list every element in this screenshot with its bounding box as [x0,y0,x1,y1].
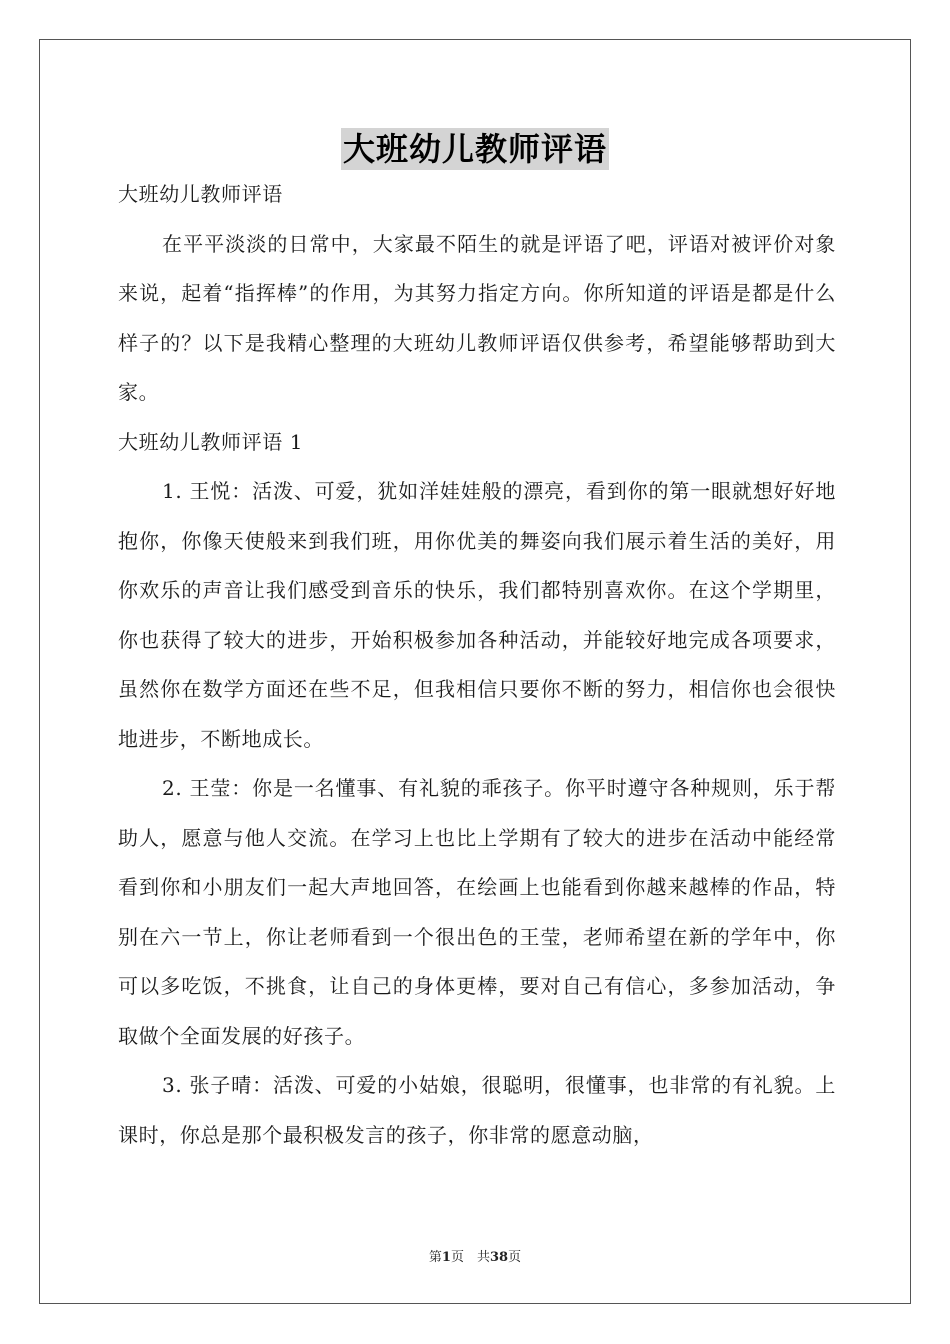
page-footer [0,1246,950,1265]
intro-paragraph: 在平平淡淡的日常中，大家最不陌生的就是评语了吧，评语对被评价对象来说，起着“指挥棒”的作用，为其努力指定方向。你所知道的评语是都是什么样子的？以下是我精心整理的大班幼儿教师评语仅供参考，希望能够帮助到大家。 [118,231,836,404]
page-mid: 页 共 [450,1250,490,1265]
page-suffix: 页 [508,1250,522,1265]
subtitle: 大班幼儿教师评语 [118,182,283,206]
page-prefix: 第 [428,1250,442,1265]
comment-item-1: 1. 王悦：活泼、可爱，犹如洋娃娃般的漂亮，看到你的第一眼就想好好地抱你，你像天使般来到我们班，用你优美的舞姿向我们展示着生活的美好，用你欢乐的声音让我们感受到音乐的快乐，我们都特别喜欢你。在这个学期里，你也获得了较大的进步，开始积极参加各种活动，并能较好地完成各项要求，虽然你在数学方面还在些不足，但我相信只要你不断的努力，相信你也会很快地进步，不断地成长。 [118,479,836,751]
comment-item-2: 2. 王莹：你是一名懂事、有礼貌的乖孩子。你平时遵守各种规则，乐于帮助人，愿意与他人交流。在学习上也比上学期有了较大的进步在活动中能经常看到你和小朋友们一起大声地回答，在绘画上也能看到你越来越棒的作品，特别在六一节上，你让老师看到一个很出色的王莹，老师希望在新的学年中，你可以多吃饭，不挑食，让自己的身体更棒，要对自己有信心，多参加活动，争取做个全面发展的好孩子。 [118,776,836,1048]
comment-item-3: 3. 张子晴：活泼、可爱的小姑娘，很聪明，很懂事，也非常的有礼貌。上课时，你总是那个最积极发言的孩子，你非常的愿意动脑， [118,1073,836,1147]
document-title-text: 大班幼儿教师评语 [342,130,607,168]
section-heading: 大班幼儿教师评语 1 [118,429,304,454]
document-body [118,170,836,1160]
current-page-number: 1 [441,1250,451,1265]
total-pages-number: 38 [489,1250,509,1265]
document-title [0,128,950,170]
